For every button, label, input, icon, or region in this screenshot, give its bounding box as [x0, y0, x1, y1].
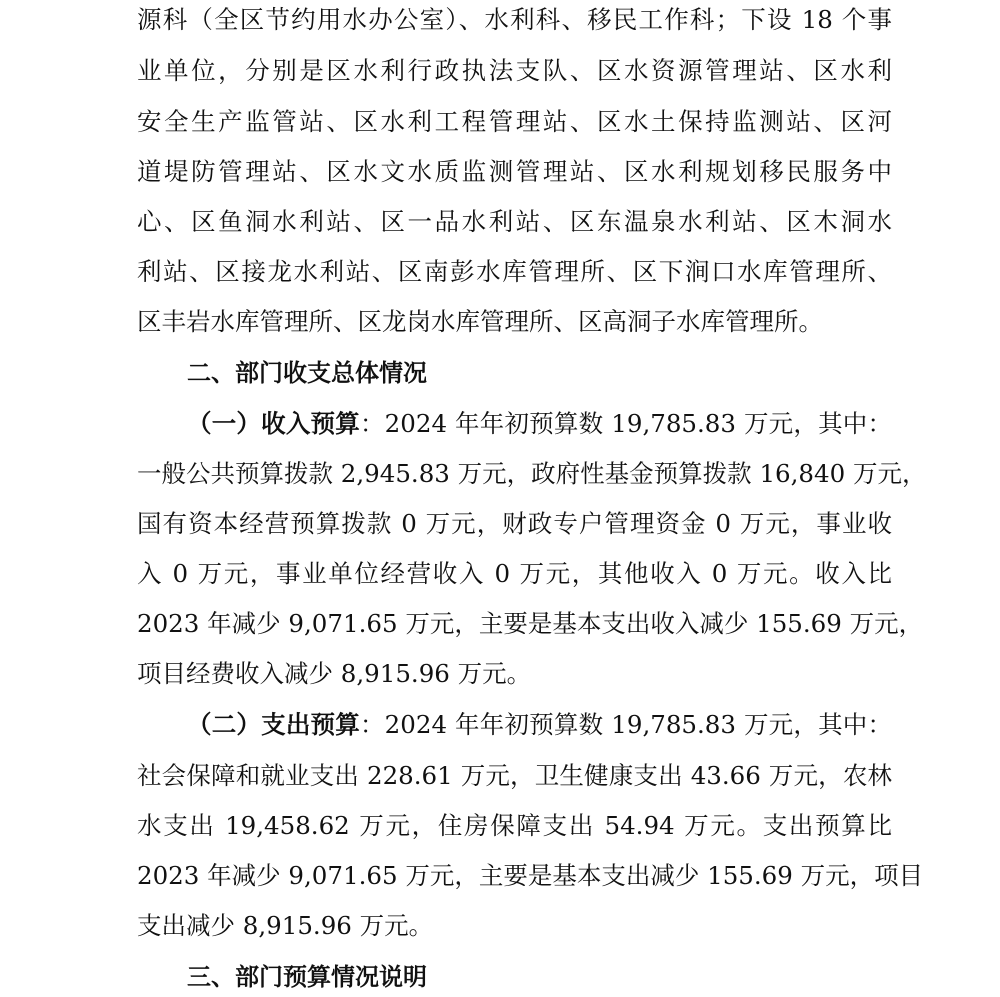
- paragraph-line: 利站、区接龙水利站、区南彭水库管理所、区下涧口水库管理所、: [137, 257, 892, 286]
- paragraph-line: 安全生产监管站、区水利工程管理站、区水土保持监测站、区河: [137, 107, 892, 136]
- paragraph-line: 道堤防管理站、区水文水质监测管理站、区水利规划移民服务中: [137, 157, 892, 186]
- paragraph-line: 心、区鱼洞水利站、区一品水利站、区东温泉水利站、区木洞水: [137, 207, 892, 236]
- paragraph-line: 水支出 19,458.62 万元，住房保障支出 54.94 万元。支出预算比: [137, 811, 892, 840]
- income-first-line: [187, 404, 892, 444]
- paragraph-line: 项目经费收入减少 8,915.96 万元。: [137, 659, 532, 688]
- expenditure-first-line-text: ：2024 年年初预算数 19,785.83 万元，其中：: [359, 710, 893, 739]
- expenditure-first-line: [187, 705, 892, 745]
- paragraph-line: 入 0 万元，事业单位经营收入 0 万元，其他收入 0 万元。收入比: [137, 559, 892, 588]
- expenditure-label: （二）支出预算: [187, 710, 360, 739]
- paragraph-line: 社会保障和就业支出 228.61 万元，卫生健康支出 43.66 万元，农林: [137, 761, 892, 790]
- income-first-line-text: ：2024 年年初预算数 19,785.83 万元，其中：: [359, 409, 893, 438]
- paragraph-line: 2023 年减少 9,071.65 万元，主要是基本支出收入减少 155.69 万元，: [137, 609, 924, 638]
- paragraph-line: 2023 年减少 9,071.65 万元，主要是基本支出减少 155.69 万元，项目: [137, 861, 924, 890]
- section-heading-3: 三、部门预算情况说明: [187, 963, 427, 991]
- paragraph-line: 业单位，分别是区水利行政执法支队、区水资源管理站、区水利: [137, 56, 892, 85]
- paragraph-line: 国有资本经营预算拨款 0 万元，财政专户管理资金 0 万元，事业收: [137, 509, 892, 538]
- income-label: （一）收入预算: [187, 409, 360, 438]
- paragraph-line: 源科（全区节约用水办公室）、水利科、移民工作科；下设 18 个事: [137, 5, 892, 34]
- paragraph-line: 区丰岩水库管理所、区龙岗水库管理所、区高洞子水库管理所。: [137, 307, 823, 336]
- paragraph-line: 支出减少 8,915.96 万元。: [137, 911, 434, 940]
- section-heading-2: 二、部门收支总体情况: [187, 359, 427, 387]
- paragraph-line: 一般公共预算拨款 2,945.83 万元，政府性基金预算拨款 16,840 万元，: [137, 459, 927, 488]
